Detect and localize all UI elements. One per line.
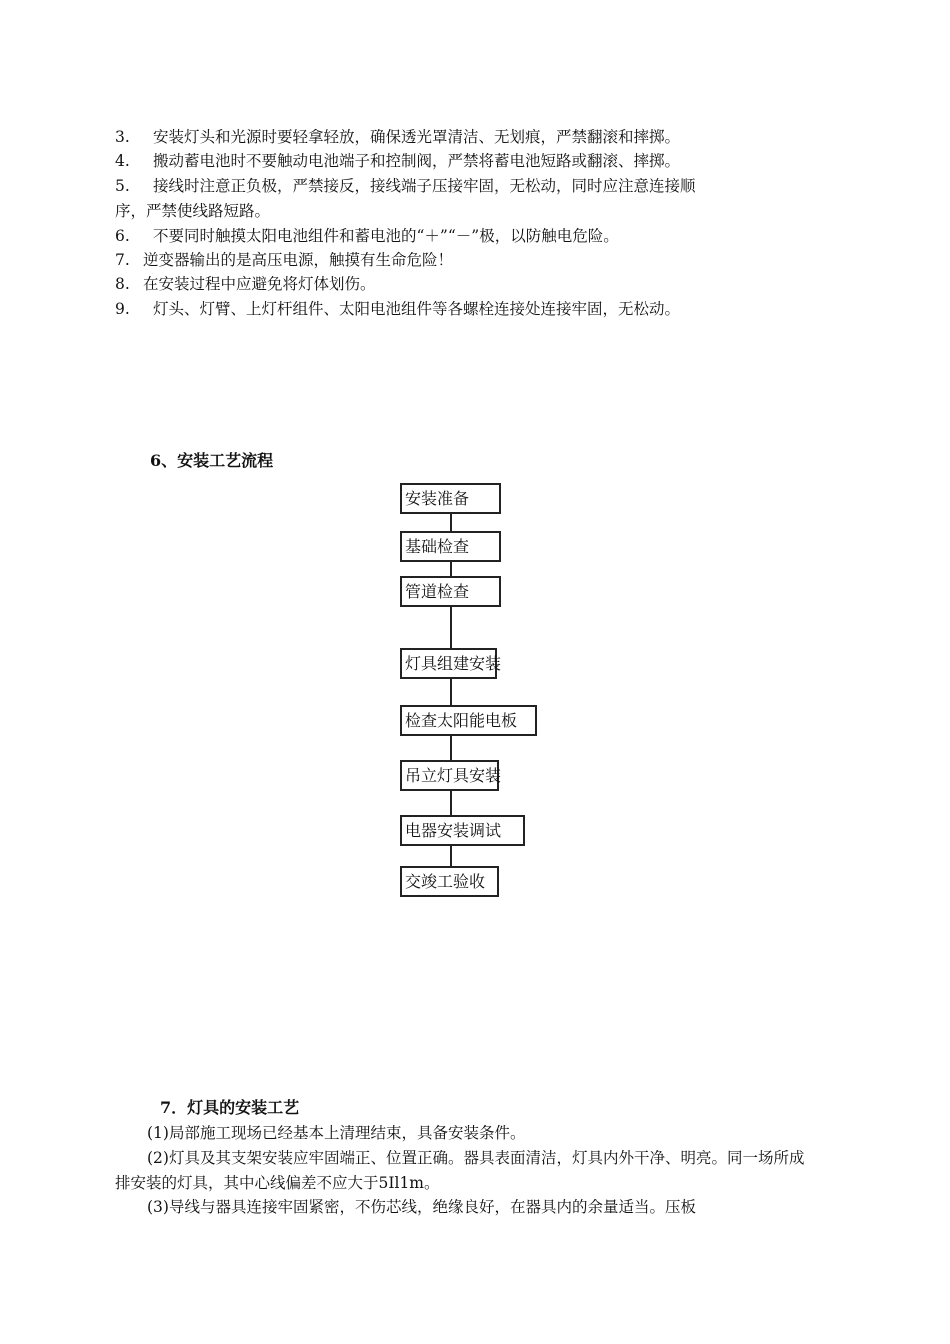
flow-step: 交竣工验收 bbox=[400, 866, 499, 897]
flow-step: 灯具组建安装 bbox=[400, 648, 497, 679]
section-6-title: 6、安装工艺流程 bbox=[150, 451, 274, 470]
list-item: 9. 灯头、灯臂、上灯杆组件、太阳电池组件等各螺栓连接处连接牢固，无松动。 bbox=[115, 300, 681, 318]
list-item: 8. 在安装过程中应避免将灯体划伤。 bbox=[115, 275, 376, 293]
flow-step: 电器安装调试 bbox=[400, 815, 525, 846]
list-item: 7. 逆变器输出的是高压电源，触摸有生命危险！ bbox=[115, 251, 454, 269]
paragraph: (2)灯具及其支架安装应牢固端正、位置正确。器具表面清洁，灯具内外干净、明亮。同一场所成排安装的灯具，其中心线偏差不应大于5Il1m。 bbox=[115, 1149, 805, 1192]
paragraph: (3)导线与器具连接牢固紧密，不伤芯线，绝缘良好，在器具内的余量适当。压板 bbox=[147, 1198, 696, 1216]
list-item: 3. 安装灯头和光源时要轻拿轻放，确保透光罩清洁、无划痕，严禁翻滚和摔掷。 bbox=[115, 128, 681, 146]
list-item: 5. 接线时注意正负极，严禁接反，接线端子压接牢固，无松动，同时应注意连接顺 bbox=[115, 177, 696, 195]
flow-step: 基础检查 bbox=[400, 531, 501, 562]
flow-step: 安装准备 bbox=[400, 483, 501, 514]
section-7-title: 7．灯具的安装工艺 bbox=[160, 1098, 300, 1117]
list-item: 4. 搬动蓄电池时不要触动电池端子和控制阀，严禁将蓄电池短路或翻滚、摔掷。 bbox=[115, 152, 681, 170]
flow-step: 吊立灯具安装 bbox=[400, 760, 499, 791]
list-item: 6. 不要同时触摸太阳电池组件和蓄电池的“＋”“－”极，以防触电危险。 bbox=[115, 227, 619, 245]
paragraph: (1)局部施工现场已经基本上清理结束，具备安装条件。 bbox=[147, 1124, 526, 1142]
flow-step: 管道检查 bbox=[400, 576, 501, 607]
list-item-continuation: 序，严禁使线路短路。 bbox=[115, 202, 271, 220]
flow-step: 检查太阳能电板 bbox=[400, 705, 537, 736]
